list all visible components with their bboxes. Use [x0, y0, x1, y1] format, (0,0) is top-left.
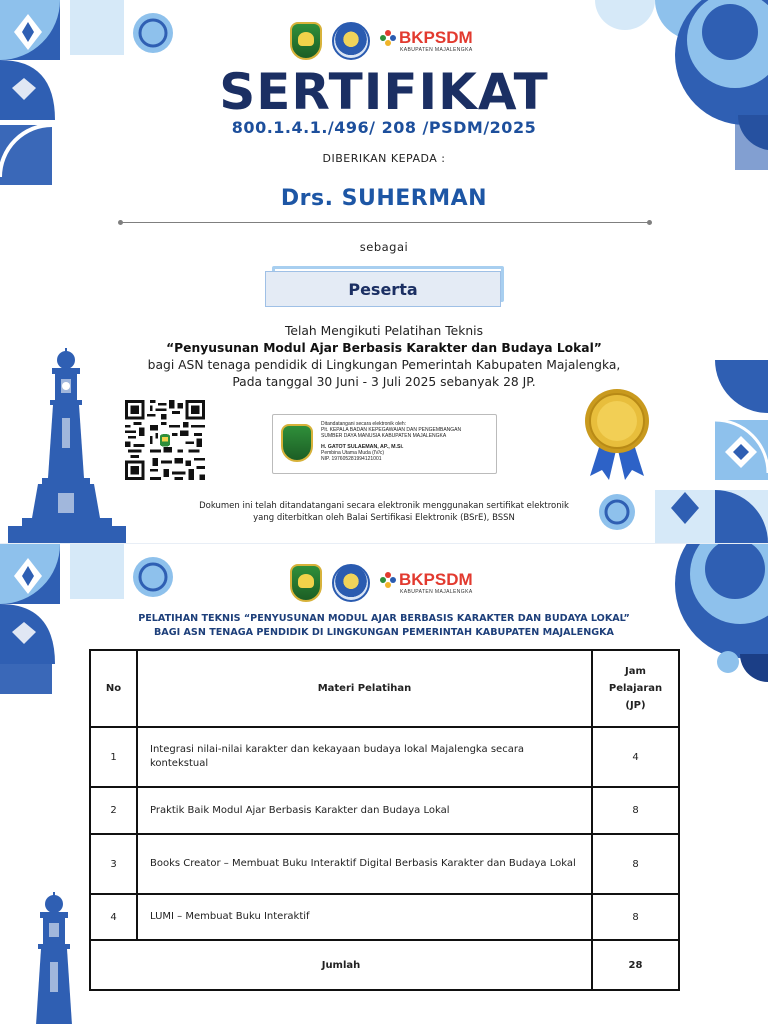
- header-material: Materi Pelatihan: [137, 650, 592, 727]
- certificate-number: 800.1.4.1./496/ 208 /PSDM/2025: [231, 118, 537, 137]
- certificate-title: SERTIFIKAT: [219, 63, 549, 121]
- row-hours: 8: [592, 787, 679, 834]
- body-line-4: Pada tanggal 30 Juni - 3 Juli 2025 sebanyak 28 JP.: [232, 375, 536, 389]
- table-row: [90, 787, 679, 834]
- body-line-3: bagi ASN tenaga pendidik di Lingkungan Pemerintah Kabupaten Majalengka,: [147, 358, 621, 372]
- header-hours: Jam Pelajaran (JP): [592, 650, 679, 727]
- table-row: [90, 894, 679, 940]
- row-material: Books Creator – Membuat Buku Interaktif Digital Berbasis Karakter dan Budaya Lokal: [137, 834, 592, 894]
- training-heading-line-2: BAGI ASN TENAGA PENDIDIK DI LINGKUNGAN PEMERINTAH KABUPATEN MAJALENGKA: [153, 627, 614, 638]
- logo-group: [290, 22, 473, 60]
- as-label: sebagai: [359, 240, 409, 254]
- bkpsdm-dots-icon: [380, 572, 396, 588]
- bkpsdm-logo-subtext: KABUPATEN MAJALENGKA: [400, 589, 473, 595]
- row-material: Praktik Baik Modul Ajar Berbasis Karakter dan Budaya Lokal: [137, 787, 592, 834]
- training-title: “Penyusunan Modul Ajar Berbasis Karakter dan Budaya Lokal”: [166, 341, 602, 355]
- row-no: 4: [90, 894, 137, 940]
- e-sign-note: [0, 500, 768, 524]
- body-line-1: Telah Mengikuti Pelatihan Teknis: [284, 324, 483, 338]
- recipient-name: Drs. SUHERMAN: [280, 186, 488, 211]
- bkpsdm-logo: [380, 29, 473, 53]
- table-row: [90, 834, 679, 894]
- training-heading: [0, 612, 768, 640]
- bkpsdm-logo: [380, 571, 473, 595]
- esign-nip: NIP. 197605281994121001: [321, 456, 382, 462]
- training-details-page: [0, 543, 768, 1024]
- esign-rank: Pembina Utama Muda (IV/c): [321, 450, 385, 456]
- majalengka-crest-icon: [281, 424, 313, 462]
- row-hours: 8: [592, 894, 679, 940]
- korpri-emblem-icon: [332, 564, 370, 602]
- bkpsdm-logo-text: BKPSDM: [399, 28, 473, 47]
- bkpsdm-dots-icon: [380, 30, 396, 46]
- role-badge: [265, 271, 501, 307]
- row-material: Integrasi nilai-nilai karakter dan kekayaan budaya lokal Majalengka secara kontekstual: [137, 727, 592, 787]
- table-total-row: [90, 940, 679, 990]
- given-to-label: DIBERIKAN KEPADA :: [322, 152, 446, 165]
- esign-line-1: Ditandatangani secara elektronik oleh:: [321, 421, 407, 427]
- training-heading-line-1: PELATIHAN TEKNIS “PENYUSUNAN MODUL AJAR BERBASIS KARAKTER DAN BUDAYA LOKAL”: [138, 613, 630, 624]
- qr-code-icon: [124, 400, 206, 480]
- header-no: No: [90, 650, 137, 727]
- training-materials-table: [89, 649, 680, 991]
- tower-monument-icon: [8, 892, 88, 1024]
- role-label: Peserta: [348, 279, 418, 299]
- row-no: 1: [90, 727, 137, 787]
- row-hours: 4: [592, 727, 679, 787]
- e-signature-block: [272, 414, 497, 474]
- esign-line-3: SUMBER DAYA MANUSIA KABUPATEN MAJALENGKA: [321, 433, 447, 439]
- row-material: LUMI – Membuat Buku Interaktif: [137, 894, 592, 940]
- bkpsdm-logo-text: BKPSDM: [399, 570, 473, 589]
- row-no: 2: [90, 787, 137, 834]
- e-sign-note-line-2: yang diterbitkan oleh Balai Sertifikasi Elektronik (BSrE), BSSN: [253, 513, 515, 523]
- majalengka-crest-icon: [290, 564, 322, 602]
- logo-group: [290, 564, 473, 602]
- name-divider: [120, 222, 650, 223]
- table-row: [90, 727, 679, 787]
- esign-signer: H. GATOT SULAEMAN, AP., M.Si.: [321, 444, 404, 450]
- total-label: Jumlah: [90, 940, 592, 990]
- row-no: 3: [90, 834, 137, 894]
- majalengka-crest-icon: [290, 22, 322, 60]
- total-value: 28: [592, 940, 679, 990]
- bkpsdm-logo-subtext: KABUPATEN MAJALENGKA: [400, 47, 473, 53]
- e-sign-note-line-1: Dokumen ini telah ditandatangani secara elektronik menggunakan sertifikat elektronik: [199, 501, 569, 511]
- esign-line-2: Plt. KEPALA BADAN KEPEGAWAIAN DAN PENGEMBANGAN: [321, 427, 462, 433]
- korpri-emblem-icon: [332, 22, 370, 60]
- table-header-row: [90, 650, 679, 727]
- row-hours: 8: [592, 834, 679, 894]
